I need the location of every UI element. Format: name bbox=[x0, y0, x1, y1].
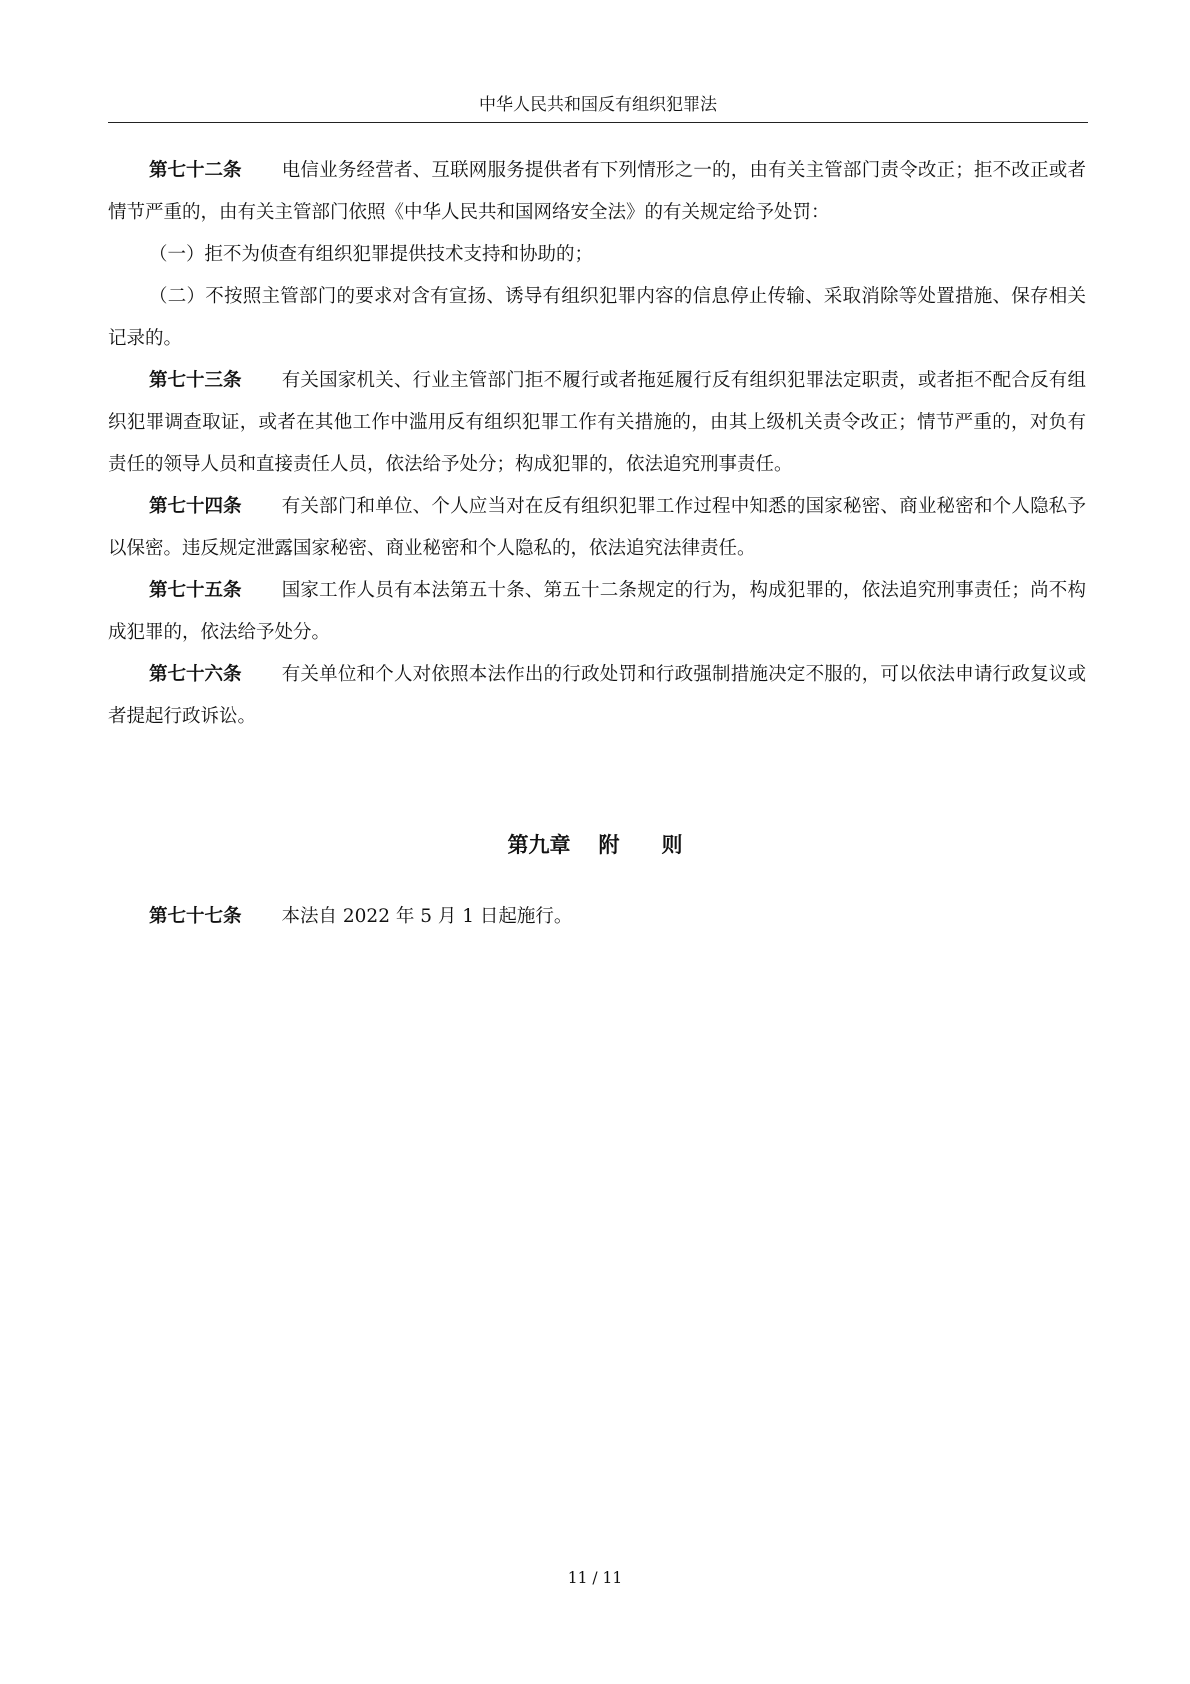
article-73 bbox=[108, 360, 1086, 486]
page-footer bbox=[0, 1568, 1190, 1588]
article-text: 国家工作人员有本法第五十条、第五十二条规定的行为，构成犯罪的，依法追究刑事责任；尚不构成犯罪的，依法给予处分。 bbox=[108, 580, 1086, 643]
article-72 bbox=[108, 150, 1086, 234]
document-body bbox=[108, 150, 1086, 738]
article-number: 第七十二条 bbox=[149, 160, 242, 181]
article-number: 第七十六条 bbox=[149, 664, 242, 685]
article-number: 第七十五条 bbox=[149, 580, 242, 601]
page-header bbox=[108, 92, 1088, 123]
article-75 bbox=[108, 570, 1086, 654]
article-76 bbox=[108, 654, 1086, 738]
article-text: 有关部门和单位、个人应当对在反有组织犯罪工作过程中知悉的国家秘密、商业秘密和个人隐私予以保密。违反规定泄露国家秘密、商业秘密和个人隐私的，依法追究法律责任。 bbox=[108, 496, 1086, 559]
article-72-item-1: （一）拒不为侦查有组织犯罪提供技术支持和协助的； bbox=[149, 244, 594, 265]
chapter-heading bbox=[0, 830, 1190, 860]
final-article-block bbox=[108, 896, 1086, 938]
article-number: 第七十七条 bbox=[149, 906, 242, 927]
page-number: 11 / 11 bbox=[567, 1569, 623, 1587]
chapter-title-part2: 则 bbox=[661, 833, 683, 857]
header-title: 中华人民共和国反有组织犯罪法 bbox=[479, 95, 717, 115]
article-text: 本法自 2022 年 5 月 1 日起施行。 bbox=[281, 906, 573, 927]
article-74 bbox=[108, 486, 1086, 570]
article-text: 有关单位和个人对依照本法作出的行政处罚和行政强制措施决定不服的，可以依法申请行政复议或者提起行政诉讼。 bbox=[108, 664, 1086, 727]
article-number: 第七十四条 bbox=[149, 496, 242, 517]
article-number: 第七十三条 bbox=[149, 370, 242, 391]
article-text: 电信业务经营者、互联网服务提供者有下列情形之一的，由有关主管部门责令改正；拒不改正或者情节严重的，由有关主管部门依照《中华人民共和国网络安全法》的有关规定给予处罚： bbox=[108, 160, 1086, 223]
article-text: 有关国家机关、行业主管部门拒不履行或者拖延履行反有组织犯罪法定职责，或者拒不配合反有组织犯罪调查取证，或者在其他工作中滥用反有组织犯罪工作有关措施的，由其上级机关责令改正；情节严重的，对负有责任的领导人员和直接责任人员，依法给予处分；构成犯罪的，依法追究刑事责任。 bbox=[108, 370, 1086, 475]
article-72-item-2: （二）不按照主管部门的要求对含有宣扬、诱导有组织犯罪内容的信息停止传输、采取消除等处置措施、保存相关记录的。 bbox=[108, 286, 1086, 349]
article-77 bbox=[108, 896, 1086, 938]
chapter-number: 第九章 bbox=[507, 833, 571, 857]
chapter-title-part1: 附 bbox=[598, 833, 620, 857]
